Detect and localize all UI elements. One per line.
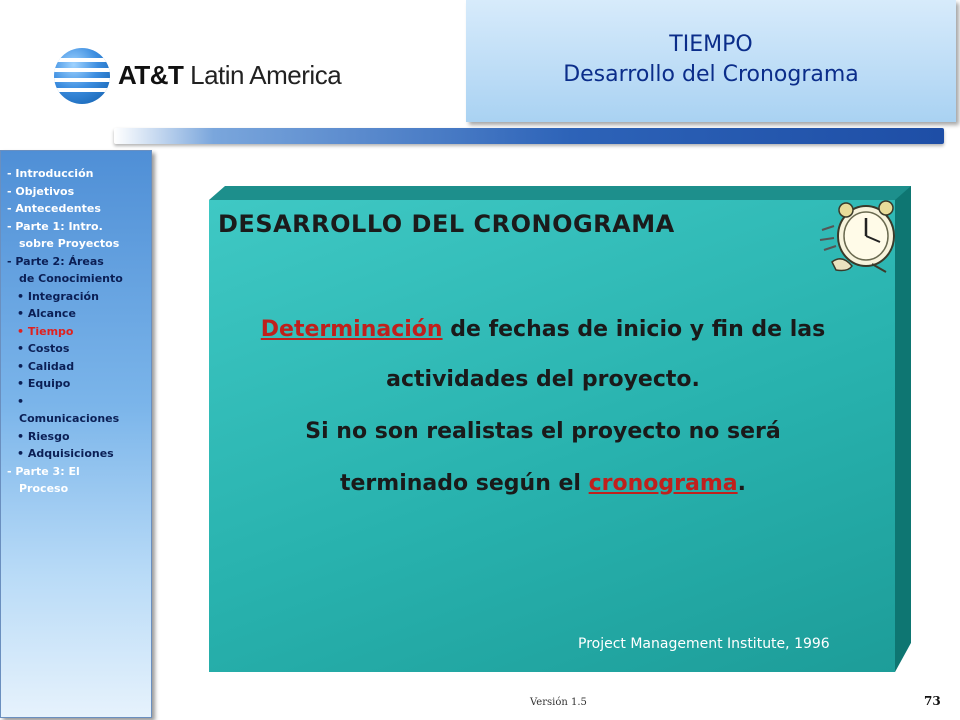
term-determinacion-link[interactable]: Determinación: [260, 317, 443, 342]
nav-item-costos[interactable]: • Costos: [17, 342, 70, 355]
nav-item-objetivos[interactable]: - Objetivos: [7, 184, 75, 198]
att-logo: [54, 48, 354, 110]
page-number: 73: [924, 694, 941, 708]
nav-item-comunicaciones[interactable]: Comunicaciones: [19, 412, 120, 425]
content-line-1: [218, 306, 868, 354]
nav-item-antecedentes[interactable]: - Antecedentes: [7, 202, 101, 215]
nav-item-parte2-cont[interactable]: de Conocimiento: [19, 272, 123, 285]
outline-nav-panel: [0, 150, 152, 718]
nav-item-calidad[interactable]: • Calidad: [17, 359, 75, 373]
term-cronograma-link[interactable]: cronograma: [588, 471, 738, 496]
nav-item-alcance[interactable]: • Alcance: [17, 307, 76, 320]
header-divider-bar: [114, 128, 944, 144]
content-body: [218, 306, 868, 510]
logo-region: Latin America: [190, 60, 342, 90]
header-subtitle: Desarrollo del Cronograma: [563, 62, 859, 87]
content-line-3: Si no son realistas el proyecto no será: [305, 419, 781, 444]
content-line-2: actividades del proyecto.: [386, 367, 700, 392]
nav-item-parte1-cont[interactable]: sobre Proyectos: [19, 237, 120, 250]
version-label: Versión 1.5: [530, 697, 587, 708]
logo-text: [118, 60, 341, 91]
nav-item-comunicaciones-bullet[interactable]: •: [17, 394, 25, 408]
content-line-4-end: .: [737, 471, 746, 496]
nav-item-parte3-cont[interactable]: Proceso: [19, 482, 69, 495]
nav-item-equipo[interactable]: • Equipo: [17, 377, 71, 390]
nav-item-parte2[interactable]: - Parte 2: Áreas: [7, 254, 104, 268]
globe-icon: [54, 48, 110, 104]
content-line-4: [218, 458, 868, 510]
nav-item-parte3[interactable]: - Parte 3: El: [7, 464, 80, 478]
source-credit: Project Management Institute, 1996: [578, 636, 830, 652]
content-box-top-face: [209, 186, 911, 200]
logo-brand: AT&T: [118, 60, 184, 90]
header-title: TIEMPO: [669, 32, 753, 57]
alarm-clock-icon: [812, 196, 904, 274]
nav-item-introduccion[interactable]: - Introducción: [7, 167, 94, 180]
content-line-1-rest: de fechas de inicio y fin de las: [442, 317, 826, 342]
nav-item-riesgo[interactable]: • Riesgo: [17, 429, 70, 443]
nav-item-parte1[interactable]: - Parte 1: Intro.: [7, 219, 103, 233]
nav-item-adquisiciones[interactable]: • Adquisiciones: [17, 447, 114, 460]
header-title-box: [466, 0, 956, 122]
nav-item-integracion[interactable]: • Integración: [17, 289, 99, 303]
content-title: DESARROLLO DEL CRONOGRAMA: [218, 210, 675, 238]
nav-item-tiempo[interactable]: • Tiempo: [17, 324, 74, 338]
content-line-4-start: terminado según el: [339, 471, 589, 496]
